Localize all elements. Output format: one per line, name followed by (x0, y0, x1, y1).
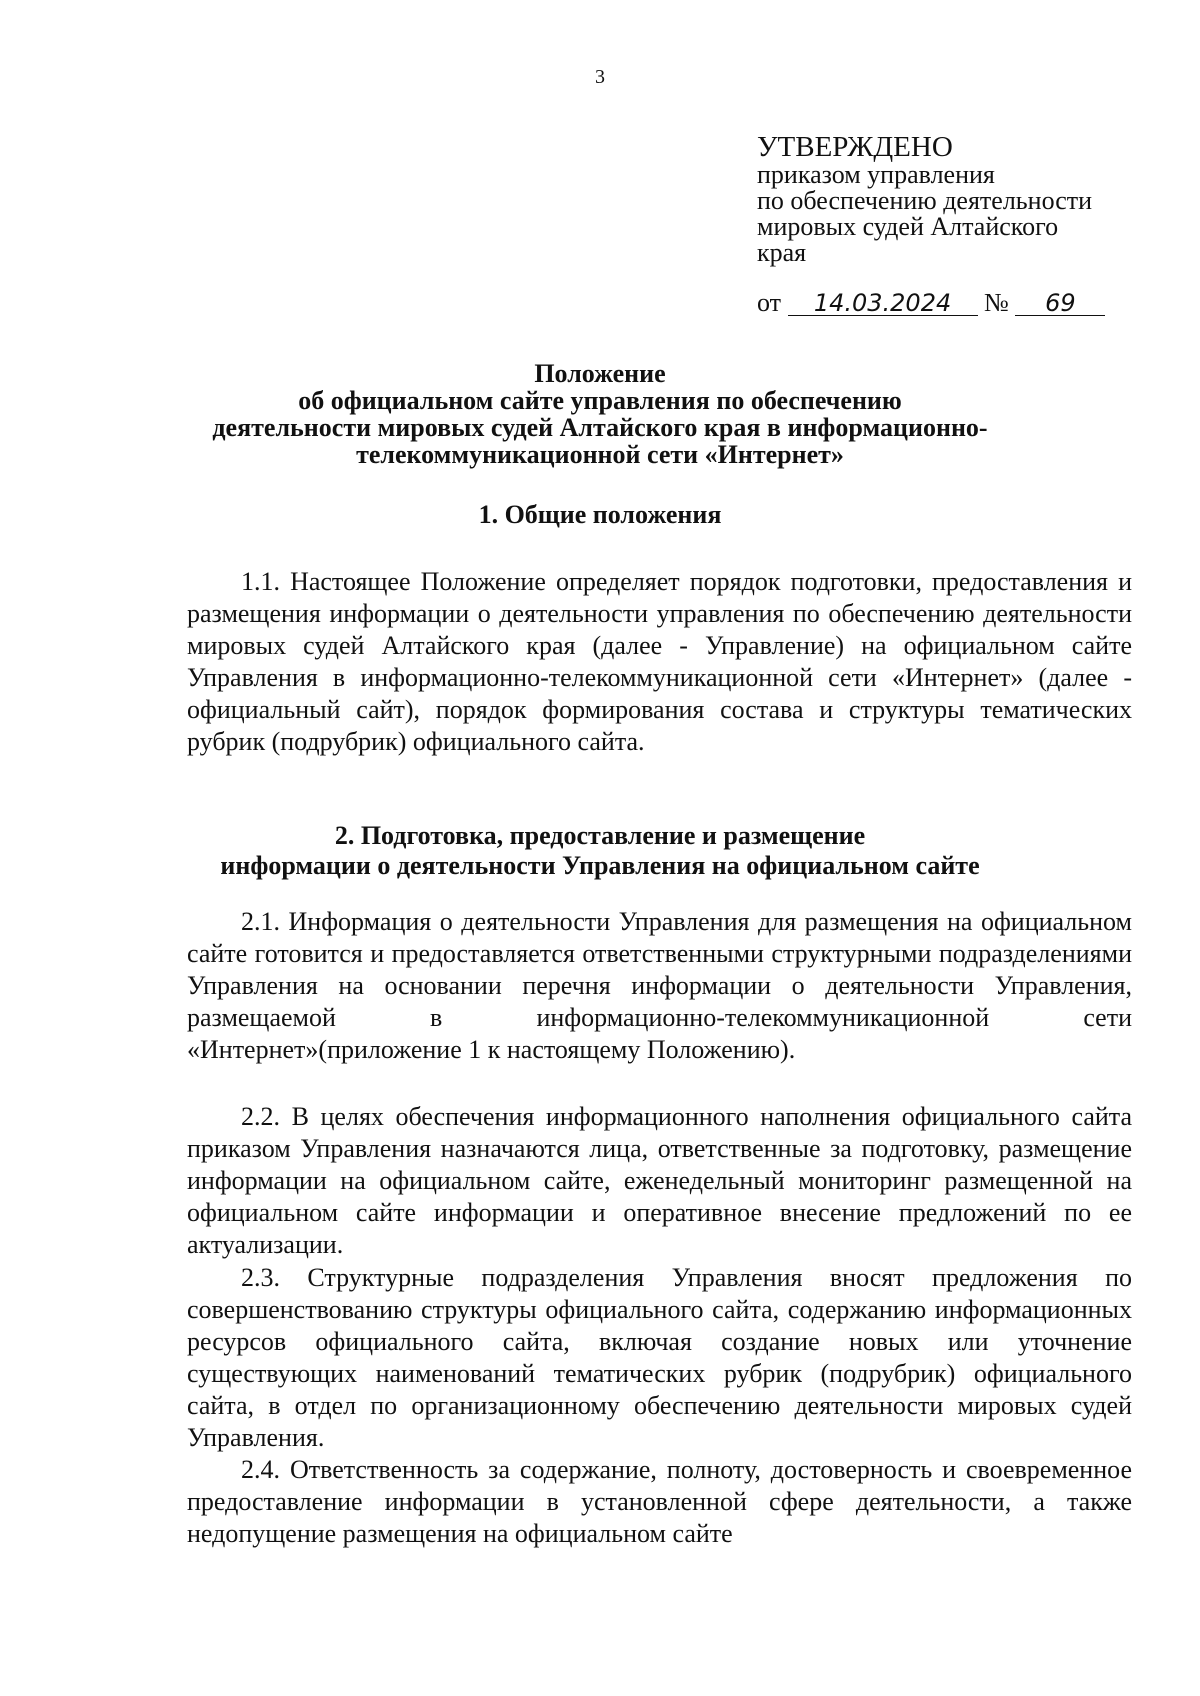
section-2-heading (150, 821, 1050, 881)
document-title-line: Положение (534, 359, 666, 388)
document-title-line: телекоммуникационной сети «Интернет» (356, 440, 844, 469)
paragraph-2-4: 2.4. Ответственность за содержание, полноту, достоверность и своевременное предоставление информации в установленной сфере деятельности, а также недопущение размещения на официальном сайте (187, 1455, 1132, 1548)
handwritten-number: 69 (1015, 291, 1105, 316)
document-title (150, 360, 1050, 468)
approval-title: УТВЕРЖДЕНО (757, 131, 953, 163)
paragraph-1-1: 1.1. Настоящее Положение определяет порядок подготовки, предоставления и размещения информации о деятельности управления по обеспечению деятельности мировых судей Алтайского края (далее - Управление) на официальном сайте Управления в информационно-телекоммуникационной сети «Интернет» (далее - официальный сайт), порядок формирования состава и структуры тематических рубрик (подрубрик) официального сайта. (187, 567, 1132, 756)
section-2-heading-line: 2. Подготовка, предоставление и размещение (334, 821, 866, 850)
page-number: 3 (595, 66, 605, 88)
number-sign: № (984, 288, 1009, 317)
document-title-line: об официальном сайте управления по обеспечению (298, 386, 902, 415)
approval-line: края (757, 238, 807, 267)
document-title-line: деятельности мировых судей Алтайского края в информационно- (212, 413, 988, 442)
paragraph-2-2: 2.2. В целях обеспечения информационного наполнения официального сайта приказом Управления назначаются лица, ответственные за подготовку, размещение информации на официальном сайте, еженедельный мониторинг размещенной на официальном сайте информации и оперативное внесение предложений по ее актуализации. (187, 1102, 1132, 1259)
date-prefix: от (757, 288, 782, 317)
approval-line: приказом управления (757, 160, 995, 189)
paragraph-2-3: 2.3. Структурные подразделения Управления вносят предложения по совершенствованию структуры официального сайта, содержанию информационных ресурсов официального сайта, включая создание новых или уточнение существующих наименований тематических рубрик (подрубрик) официального сайта, в отдел по организационному обеспечению деятельности мировых судей Управления. (187, 1263, 1132, 1452)
approval-line: по обеспечению деятельности (757, 186, 1093, 215)
section-1-heading: 1. Общие положения (478, 500, 722, 529)
section-2-heading-line: информации о деятельности Управления на официальном сайте (220, 851, 980, 880)
approval-block (757, 132, 1105, 316)
order-date-number-line (757, 290, 1105, 316)
handwritten-date: 14.03.2024 (788, 291, 978, 316)
paragraph-2-1: 2.1. Информация о деятельности Управления для размещения на официальном сайте готовится и предоставляется ответственными структурными подразделениями Управления на основании перечня информации о деятельности Управления, размещаемой в информационно-телекоммуникационной сети «Интернет»(приложение 1 к настоящему Положению). (187, 907, 1132, 1064)
approval-line: мировых судей Алтайского (757, 212, 1059, 241)
